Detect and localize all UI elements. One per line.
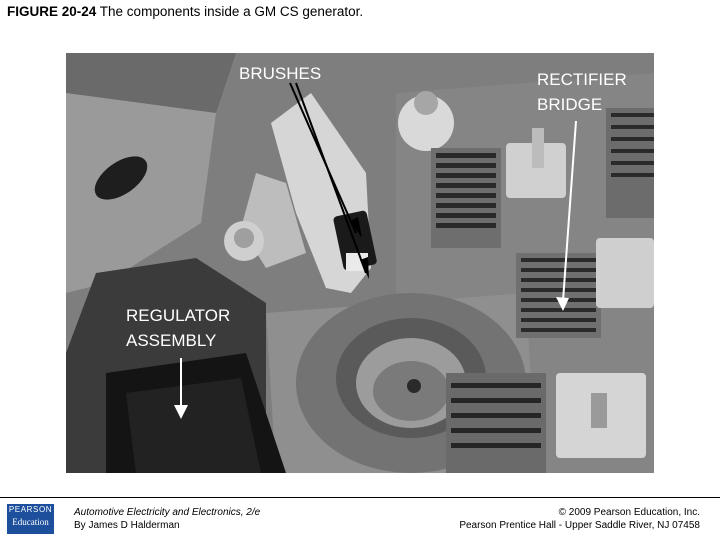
footer-divider	[0, 497, 720, 498]
generator-photo	[66, 53, 654, 473]
footer-copyright	[459, 507, 700, 532]
generator-photo-illustration	[66, 53, 654, 473]
figure-label: FIGURE 20-24	[7, 4, 97, 19]
book-author: By James D Halderman	[74, 519, 180, 531]
logo-line2: Education	[12, 517, 49, 527]
footer-book-info	[74, 507, 260, 532]
logo-line1: PEARSON	[8, 505, 53, 514]
rectifier-label-line2: BRIDGE	[537, 95, 603, 114]
publisher-text: Pearson Prentice Hall - Upper Saddle River, NJ 07458	[459, 519, 700, 531]
brushes-label: BRUSHES	[239, 64, 322, 83]
regulator-label-line2: ASSEMBLY	[126, 331, 217, 350]
book-title: Automotive Electricity and Electronics, 2/e	[74, 507, 261, 518]
copyright-text: © 2009 Pearson Education, Inc.	[558, 507, 700, 518]
regulator-label-line1: REGULATOR	[126, 306, 231, 325]
figure-caption-text: The components inside a GM CS generator.	[99, 4, 364, 19]
rectifier-label-line1: RECTIFIER	[537, 70, 627, 89]
figure-caption	[7, 4, 363, 19]
pearson-logo	[7, 504, 54, 534]
